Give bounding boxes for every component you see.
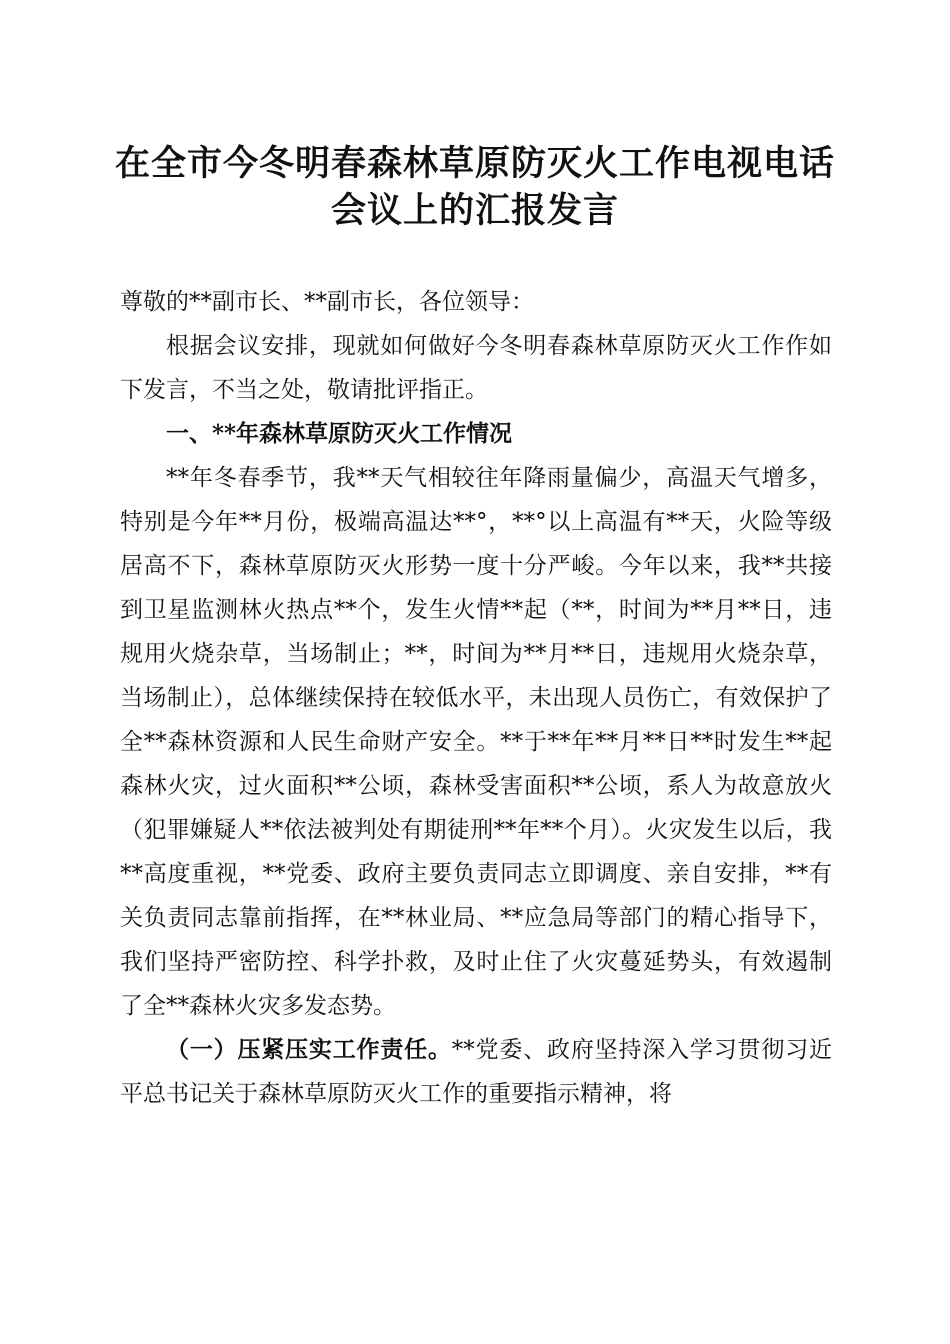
salutation: 尊敬的**副市长、**副市长，各位领导： <box>120 289 534 315</box>
section-1-paragraph: **年冬春季节，我**天气相较往年降雨量偏少，高温天气增多，特别是今年**月份，极端高温达**°，**°以上高温有**天，火险等级居高不下，森林草原防灭火形势一度十分严峻。今年以来，我**共接到卫星监测林火热点**个，发生火情**起（**，时间为**月**日，违规用火烧杂草，当场制止；**，时间为**月**日，违规用火烧杂草，当场制止），总体继续保持在较低水平，未出现人员伤亡，有效保护了全**森林资源和人民生命财产安全。**于**年**月**日**时发生**起森林火灾，过火面积**公顷，森林受害面积**公顷，系人为故意放火（犯罪嫌疑人**依法被判处有期徒刑**年**个月）。火灾发生以后，我**高度重视，**党委、政府主要负责同志立即调度、亲自安排，**有关负责同志靠前指挥，在**林业局、**应急局等部门的精心指导下，我们坚持严密防控、科学扑救，及时止住了火灾蔓延势头，有效遏制了全**森林火灾多发态势。 <box>120 465 832 1019</box>
subsection-1-lead: （一）压紧压实工作责任。 <box>166 1036 452 1063</box>
document-body <box>120 280 832 1116</box>
subsection-1-text: **党委、政府坚持深入学习贯彻习近平总书记关于森林草原防灭火工作的重要指示精神，将 <box>120 1037 833 1107</box>
subsection-1-paragraph <box>120 1028 832 1116</box>
document-title-line-2: 会议上的汇报发言 <box>330 190 619 231</box>
section-1-heading: 一、**年森林草原防灭火工作情况 <box>166 420 513 447</box>
intro-paragraph: 根据会议安排，现就如何做好今冬明春森林草原防灭火工作作如下发言，不当之处，敬请批评指正。 <box>120 333 832 403</box>
document-title-line-1: 在全市今冬明春森林草原防灭火工作电视电话 <box>114 143 835 184</box>
